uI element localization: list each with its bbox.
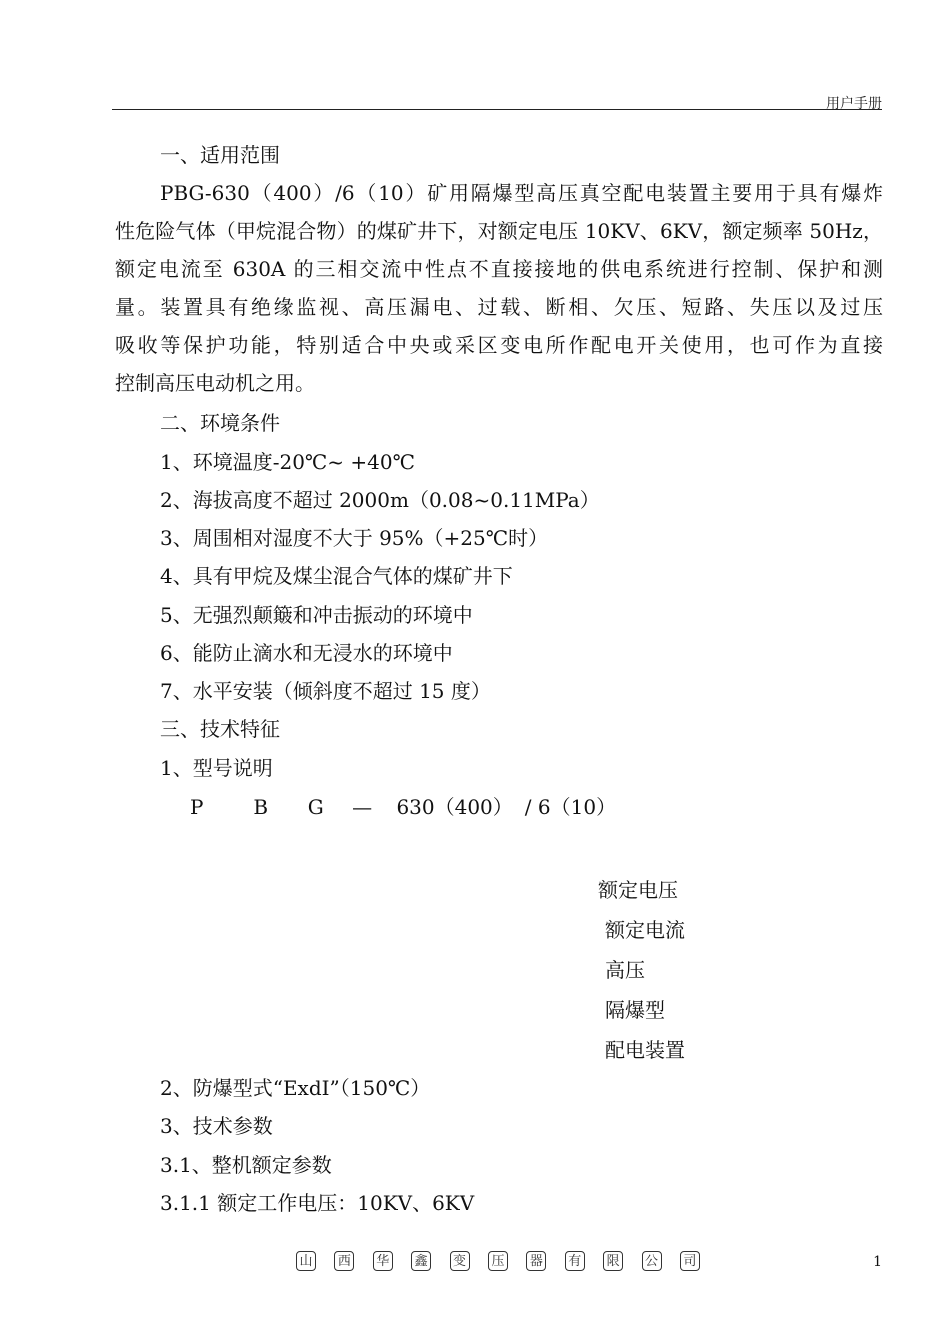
env-item: 1、环境温度-20℃~ +40℃ [160,450,415,474]
paragraph-line: 控制高压电动机之用。 [115,371,315,395]
paragraph-line: PBG-630（400）/6（10）矿用隔爆型高压真空配电装置主要用于具有爆炸 [160,181,883,205]
company-char: 限 [603,1251,623,1271]
model-label: 额定电流 [605,918,685,942]
rated-params-heading: 3.1、整机额定参数 [160,1153,332,1177]
company-char: 器 [526,1251,546,1271]
model-part: / 6（10） [524,795,617,819]
paragraph-line: 吸收等保护功能，特别适合中央或采区变电所作配电开关使用，也可作为直接 [115,333,883,357]
env-item: 7、水平安装（倾斜度不超过 15 度） [160,679,491,703]
company-char: 有 [565,1251,585,1271]
model-label: 高压 [605,958,645,982]
model-code [190,795,616,819]
company-char: 变 [450,1251,470,1271]
company-char: 鑫 [411,1251,431,1271]
section1-heading: 一、适用范围 [160,143,280,167]
company-char: 华 [373,1251,393,1271]
company-char: 西 [334,1251,354,1271]
env-item: 3、周围相对湿度不大于 95%（+25℃时） [160,526,549,550]
model-label: 配电装置 [605,1038,685,1062]
model-part: 630（400） [396,795,513,819]
header-rule [112,109,882,110]
model-label: 额定电压 [598,878,678,902]
paragraph-line: 额定电流至 630A 的三相交流中性点不直接接地的供电系统进行控制、保护和测 [115,257,883,281]
rated-voltage-line: 3.1.1 额定工作电压：10KV、6KV [160,1191,475,1215]
env-item: 5、无强烈颠簸和冲击振动的环境中 [160,603,473,627]
section1-paragraph [115,181,883,409]
env-item: 6、能防止滴水和无浸水的环境中 [160,641,453,665]
section2-heading: 二、环境条件 [160,411,280,435]
page-number: 1 [873,1254,882,1270]
company-char: 压 [488,1251,508,1271]
model-heading: 1、型号说明 [160,756,273,780]
model-part: B [253,795,269,819]
model-part: G [307,795,324,819]
company-char: 司 [680,1251,700,1271]
footer-company-name [296,1251,700,1271]
company-char: 山 [296,1251,316,1271]
model-part: P [190,795,204,819]
model-label: 隔爆型 [605,998,665,1022]
header-title: 用户手册 [826,96,882,112]
section3-heading: 三、技术特征 [160,717,280,741]
paragraph-line: 性危险气体（甲烷混合物）的煤矿井下，对额定电压 10KV、6KV，额定频率 50Hz， [115,219,883,243]
explosion-proof-type: 2、防爆型式“ExdI”（150℃） [160,1076,431,1100]
env-item: 2、海拔高度不超过 2000m（0.08~0.11MPa） [160,488,600,512]
env-item: 4、具有甲烷及煤尘混合气体的煤矿井下 [160,564,513,588]
tech-params-heading: 3、技术参数 [160,1114,273,1138]
model-part: — [352,795,373,819]
paragraph-line: 量。装置具有绝缘监视、高压漏电、过载、断相、欠压、短路、失压以及过压 [115,295,883,319]
company-char: 公 [642,1251,662,1271]
